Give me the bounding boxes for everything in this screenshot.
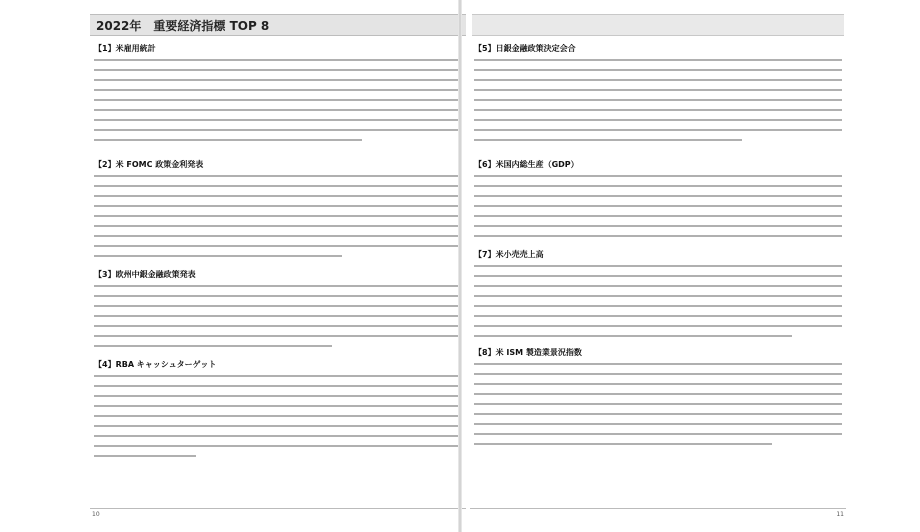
chapter-title: 2022年 重要経済指標 TOP 8 — [96, 19, 270, 33]
section-2 — [94, 160, 462, 265]
section-body-text — [474, 363, 842, 445]
section-body-text — [94, 285, 462, 347]
header-band — [472, 14, 844, 36]
section-body-text — [474, 265, 842, 337]
page-number: 11 — [836, 511, 844, 518]
section-heading: 【8】米 ISM 製造業景況指数 — [474, 348, 582, 357]
section-body-text — [94, 175, 462, 257]
left-page — [86, 8, 470, 524]
book-gutter — [458, 0, 462, 532]
section-heading: 【6】米国内総生産（GDP） — [474, 160, 579, 169]
page-number: 10 — [92, 511, 100, 518]
section-4 — [94, 360, 462, 465]
page-footer-rule — [470, 508, 846, 509]
section-5 — [474, 44, 842, 149]
section-heading: 【1】米雇用統計 — [94, 44, 156, 53]
section-heading: 【3】欧州中銀金融政策発表 — [94, 270, 196, 279]
section-3 — [94, 270, 462, 355]
chapter-title-band — [90, 14, 466, 36]
section-body-text — [474, 175, 842, 237]
section-body-text — [94, 375, 462, 457]
section-body-text — [94, 59, 462, 141]
section-body-text — [474, 59, 842, 141]
section-heading: 【7】米小売売上高 — [474, 250, 544, 259]
section-heading: 【2】米 FOMC 政策金利発表 — [94, 160, 204, 169]
section-1 — [94, 44, 462, 149]
section-7 — [474, 250, 842, 345]
section-6 — [474, 160, 842, 245]
section-heading: 【4】RBA キャッシュターゲット — [94, 360, 217, 369]
section-heading: 【5】日銀金融政策決定会合 — [474, 44, 576, 53]
right-page — [466, 8, 850, 524]
page-footer-rule — [90, 508, 466, 509]
section-8 — [474, 348, 842, 453]
